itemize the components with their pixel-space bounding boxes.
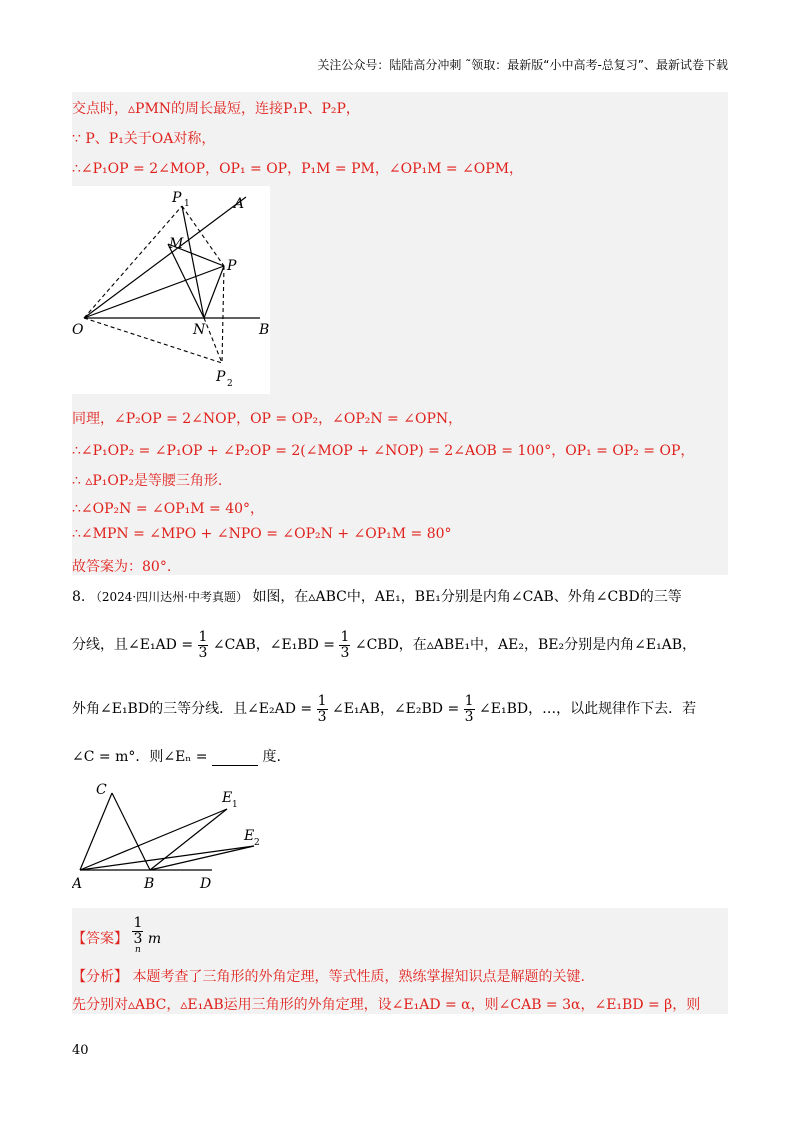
figure-2-svg: [72, 780, 272, 896]
page-number: 40: [72, 1043, 89, 1058]
analysis-continuation: 先分别对▵ABC，▵E₁AB运用三角形的外角定理，设∠E₁AD = α，则∠CAB = 3α，∠E₁BD = β，则: [72, 997, 701, 1013]
label-n: N: [193, 322, 206, 338]
label-d: D: [200, 876, 212, 892]
svg-text:1: 1: [232, 800, 238, 810]
page-header: 关注公众号：陆陆高分冲刺 ˜领取：最新版“小中高考-总复习”、最新试卷下载: [317, 58, 728, 72]
solution-line-6: ∴ ▵P₁OP₂是等腰三角形.: [72, 473, 223, 489]
label-m: M: [169, 236, 184, 252]
answer-blank: [212, 751, 258, 766]
solution-line-2: ∵ P、P₁关于OA对称，: [72, 131, 216, 147]
solution-answer-line: 故答案为：80°.: [72, 559, 172, 575]
label-c: C: [96, 782, 107, 798]
solution-line-4: 同理，∠P₂OP = 2∠NOP，OP = OP₂，∠OP₂N = ∠OPN，: [72, 411, 463, 427]
solution-line-3: ∴∠P₁OP = 2∠MOP，OP₁ = OP，P₁M = PM，∠OP₁M = ∠OPM，: [72, 161, 524, 177]
label-e2: E: [244, 828, 255, 844]
geometry-figure-1: [72, 186, 270, 394]
label-e1: E: [222, 790, 233, 806]
label-o: O: [72, 322, 84, 338]
answer-variable: m: [147, 930, 162, 947]
label-b: B: [259, 322, 270, 338]
label-b: B: [144, 876, 155, 892]
figure-1-svg: [72, 186, 270, 394]
analysis-tag: 【分析】: [72, 969, 128, 985]
answer-line: [72, 916, 161, 962]
svg-text:2: 2: [254, 838, 260, 848]
fraction-one-third: $\frac{1}{3}$: [340, 629, 350, 661]
fraction-one-third: $\frac{1}{3}$: [464, 693, 474, 725]
solution-line-7: ∴∠OP₂N = ∠OP₁M = 40°，: [72, 501, 265, 517]
label-a: A: [72, 876, 83, 892]
question-line-4: ∠C = m°．则∠Eₙ = 度.: [72, 749, 281, 765]
solution-line-5: ∴∠P₁OP₂ = ∠P₁OP + ∠P₂OP = 2(∠MOP + ∠NOP) = 2∠AOB = 100°，OP₁ = OP₂ = OP，: [72, 443, 695, 459]
question-line-2: 分线，且∠E₁AD = $\frac{1}{3}$ ∠CAB，∠E₁BD = $\frac{1}{3}$ ∠CBD，在▵ABE₁中，AE₂，BE₂分别是内角∠E₁AB，: [72, 629, 697, 661]
svg-text:1: 1: [184, 199, 190, 209]
label-a: A: [234, 196, 245, 212]
analysis-line: 【分析】 本题考查了三角形的外角定理，等式性质，熟练掌握知识点是解题的关键.: [72, 969, 585, 985]
answer-fraction: 1 3 $^n$: [133, 915, 143, 956]
ray-oa: [84, 197, 246, 318]
label-p: P: [227, 258, 237, 274]
fraction-one-third: $\frac{1}{3}$: [317, 693, 327, 725]
label-p1: P: [172, 190, 182, 206]
solution-line-8: ∴∠MPN = ∠MPO + ∠NPO = ∠OP₂N + ∠OP₁M = 80°: [72, 526, 452, 542]
fraction-one-third: $\frac{1}{3}$: [198, 629, 208, 661]
question-number: 8.: [72, 589, 86, 605]
solution-line-1: 交点时，▵PMN的周长最短，连接P₁P、P₂P，: [72, 101, 360, 117]
question-line-1: 8. （2024·四川达州·中考真题） 如图，在▵ABC中，AE₁，BE₁分别是内角∠CAB、外角∠CBD的三等: [72, 589, 682, 605]
svg-text:2: 2: [227, 379, 233, 389]
question-source: （2024·四川达州·中考真题）: [89, 590, 248, 604]
geometry-figure-2: [72, 780, 272, 896]
label-p2: P: [216, 369, 226, 385]
answer-tag: 【答案】: [72, 930, 128, 947]
question-line-3: 外角∠E₁BD的三等分线．且∠E₂AD = $\frac{1}{3}$ ∠E₁AB，∠E₂BD = $\frac{1}{3}$ ∠E₁BD，…，以此规律作下去．若: [72, 693, 697, 725]
